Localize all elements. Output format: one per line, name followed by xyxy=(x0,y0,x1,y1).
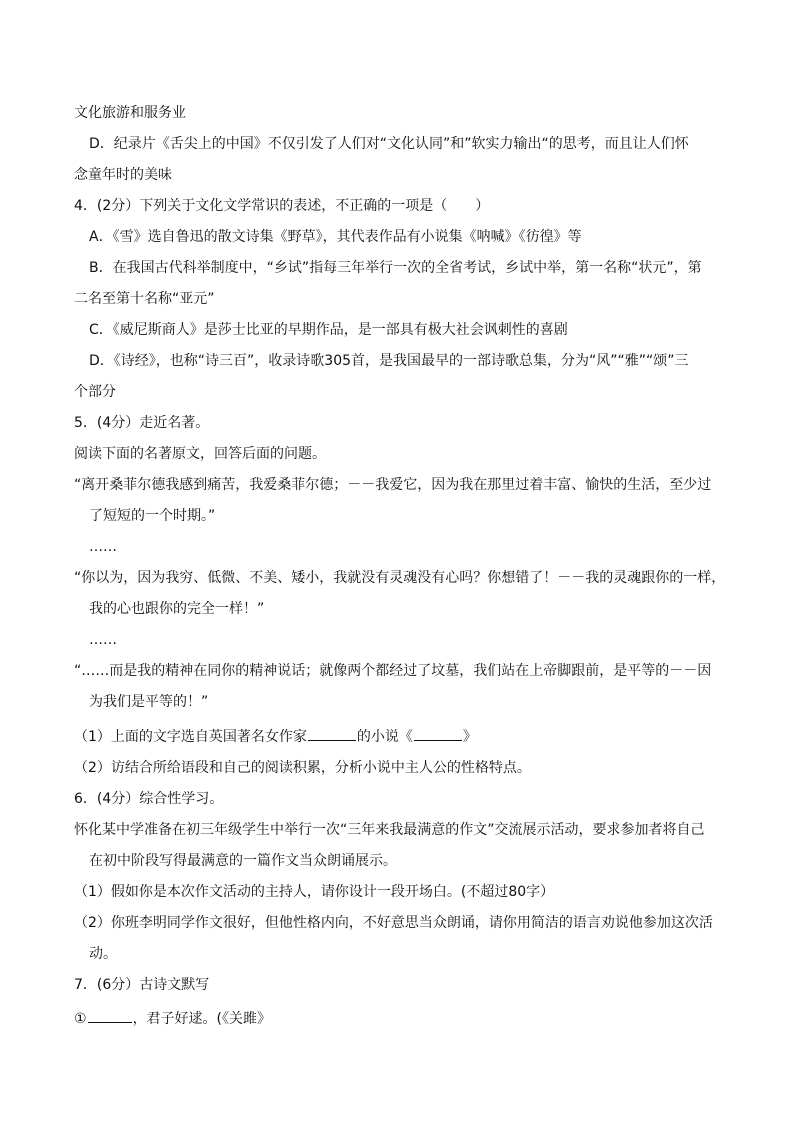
sub-question-text: （1）上面的文字选自英国著名女作家 xyxy=(74,729,307,745)
q6-sub-question-1 xyxy=(0,881,794,903)
q6-sub-question-2 xyxy=(0,912,794,934)
q5-passage-2 xyxy=(0,567,794,589)
passage-text: “你以为，因为我穷、低微、不美、矮小，我就没有灵魂没有心吗？你想错了！－－我的灵魂跟你的一样， xyxy=(74,570,726,586)
q3-option-d xyxy=(0,133,794,155)
answer-blank-author[interactable] xyxy=(308,726,356,741)
sub-question-text: 的小说《 xyxy=(356,729,413,745)
passage-text: “……而是我的精神在同你的精神说话；就像两个都经过了坟墓，我们站在上帝脚跟前，是平等的－－因 xyxy=(74,663,712,679)
q4-option-b xyxy=(0,257,794,279)
ellipsis-text: …… xyxy=(89,632,117,648)
question-text: 4．(2分）下列关于文化文学常识的表述，不正确的一项是（ ） xyxy=(74,198,490,214)
passage-text: 了短短的一个时期。” xyxy=(89,508,216,524)
option-text: 念童年时的美味 xyxy=(74,167,172,183)
q4-option-a xyxy=(0,226,794,248)
option-text: 个部分 xyxy=(74,384,116,400)
q7-item-1 xyxy=(0,1008,794,1030)
option-text: 二名至第十名称“亚元” xyxy=(74,291,215,307)
q5-intro xyxy=(0,443,794,465)
q5-sub-question-2 xyxy=(0,757,794,779)
q5-ellipsis-1 xyxy=(0,536,794,558)
q5-passage-3-cont xyxy=(0,691,794,713)
option-text: 文化旅游和服务业 xyxy=(74,105,186,121)
q4-option-c xyxy=(0,319,794,341)
q4-option-d-cont xyxy=(0,381,794,403)
question-5-stem xyxy=(0,412,794,434)
answer-blank-title[interactable] xyxy=(414,726,462,741)
q3-option-c-tail xyxy=(0,102,794,124)
q5-passage-2-cont xyxy=(0,598,794,620)
passage-text: 我的心也跟你的完全一样！” xyxy=(89,601,265,617)
q5-passage-1-cont xyxy=(0,505,794,527)
question-7-stem xyxy=(0,974,794,996)
q4-option-b-cont xyxy=(0,288,794,310)
q5-sub-question-1 xyxy=(0,726,794,748)
question-text: 7．(6分）古诗文默写 xyxy=(74,977,210,993)
passage-text: “离开桑菲尔德我感到痛苦，我爱桑菲尔德；－－我爱它，因为我在那里过着丰富、愉快的生活，至少过 xyxy=(74,477,712,493)
q5-ellipsis-2 xyxy=(0,629,794,651)
sub-question-text: （2）访结合所给语段和自己的阅读积累，分析小说中主人公的性格特点。 xyxy=(74,760,531,776)
option-text: A．《雪》选自鲁迅的散文诗集《野草》，其代表作品有小说集《呐喊》《彷徨》等 xyxy=(89,229,582,245)
q4-option-d xyxy=(0,350,794,372)
q6-intro-cont xyxy=(0,850,794,872)
item-marker: ① xyxy=(74,1011,87,1027)
question-6-stem xyxy=(0,788,794,810)
item-text: ，君子好逑。(《关雎》 xyxy=(132,1011,272,1027)
answer-blank-poem-line[interactable] xyxy=(88,1008,132,1023)
sub-question-text: 》 xyxy=(462,729,477,745)
sub-question-text: （1）假如你是本次作文活动的主持人，请你设计一段开场白。(不超过80字） xyxy=(74,884,555,900)
sub-question-text: 动。 xyxy=(89,946,117,962)
question-text: 5．(4分）走近名著。 xyxy=(74,415,210,431)
instruction-text: 在初中阶段写得最满意的一篇作文当众朗诵展示。 xyxy=(89,853,397,869)
passage-text: 为我们是平等的！” xyxy=(89,694,209,710)
option-text: C．《威尼斯商人》是莎士比亚的早期作品，是一部具有极大社会讽刺性的喜剧 xyxy=(89,322,568,338)
option-text: D．纪录片《舌尖上的中国》不仅引发了人们对“文化认同”和”软实力输出“的思考，而且让人们怀 xyxy=(89,136,689,152)
q6-sub-question-2-cont xyxy=(0,943,794,965)
ellipsis-text: …… xyxy=(89,539,117,555)
q6-intro xyxy=(0,819,794,841)
question-text: 6．(4分）综合性学习。 xyxy=(74,791,224,807)
option-text: D．《诗经》，也称“诗三百”，收录诗歌305首，是我国最早的一部诗歌总集，分为“风”“雅”“颂”三 xyxy=(89,353,689,369)
q3-option-d-cont xyxy=(0,164,794,186)
instruction-text: 阅读下面的名著原文，回答后面的问题。 xyxy=(74,446,326,462)
q5-passage-1 xyxy=(0,474,794,496)
sub-question-text: （2）你班李明同学作文很好，但他性格内向，不好意思当众朗诵，请你用简洁的语言劝说他参加这次活 xyxy=(74,915,713,931)
q5-passage-3 xyxy=(0,660,794,682)
instruction-text: 怀化某中学准备在初三年级学生中举行一次“三年来我最满意的作文”交流展示活动，要求参加者将自己 xyxy=(74,822,705,838)
option-text: B．在我国古代科举制度中，“乡试”指每三年举行一次的全省考试，乡试中举，第一名称“状元”，第 xyxy=(89,260,702,276)
question-4-stem xyxy=(0,195,794,217)
